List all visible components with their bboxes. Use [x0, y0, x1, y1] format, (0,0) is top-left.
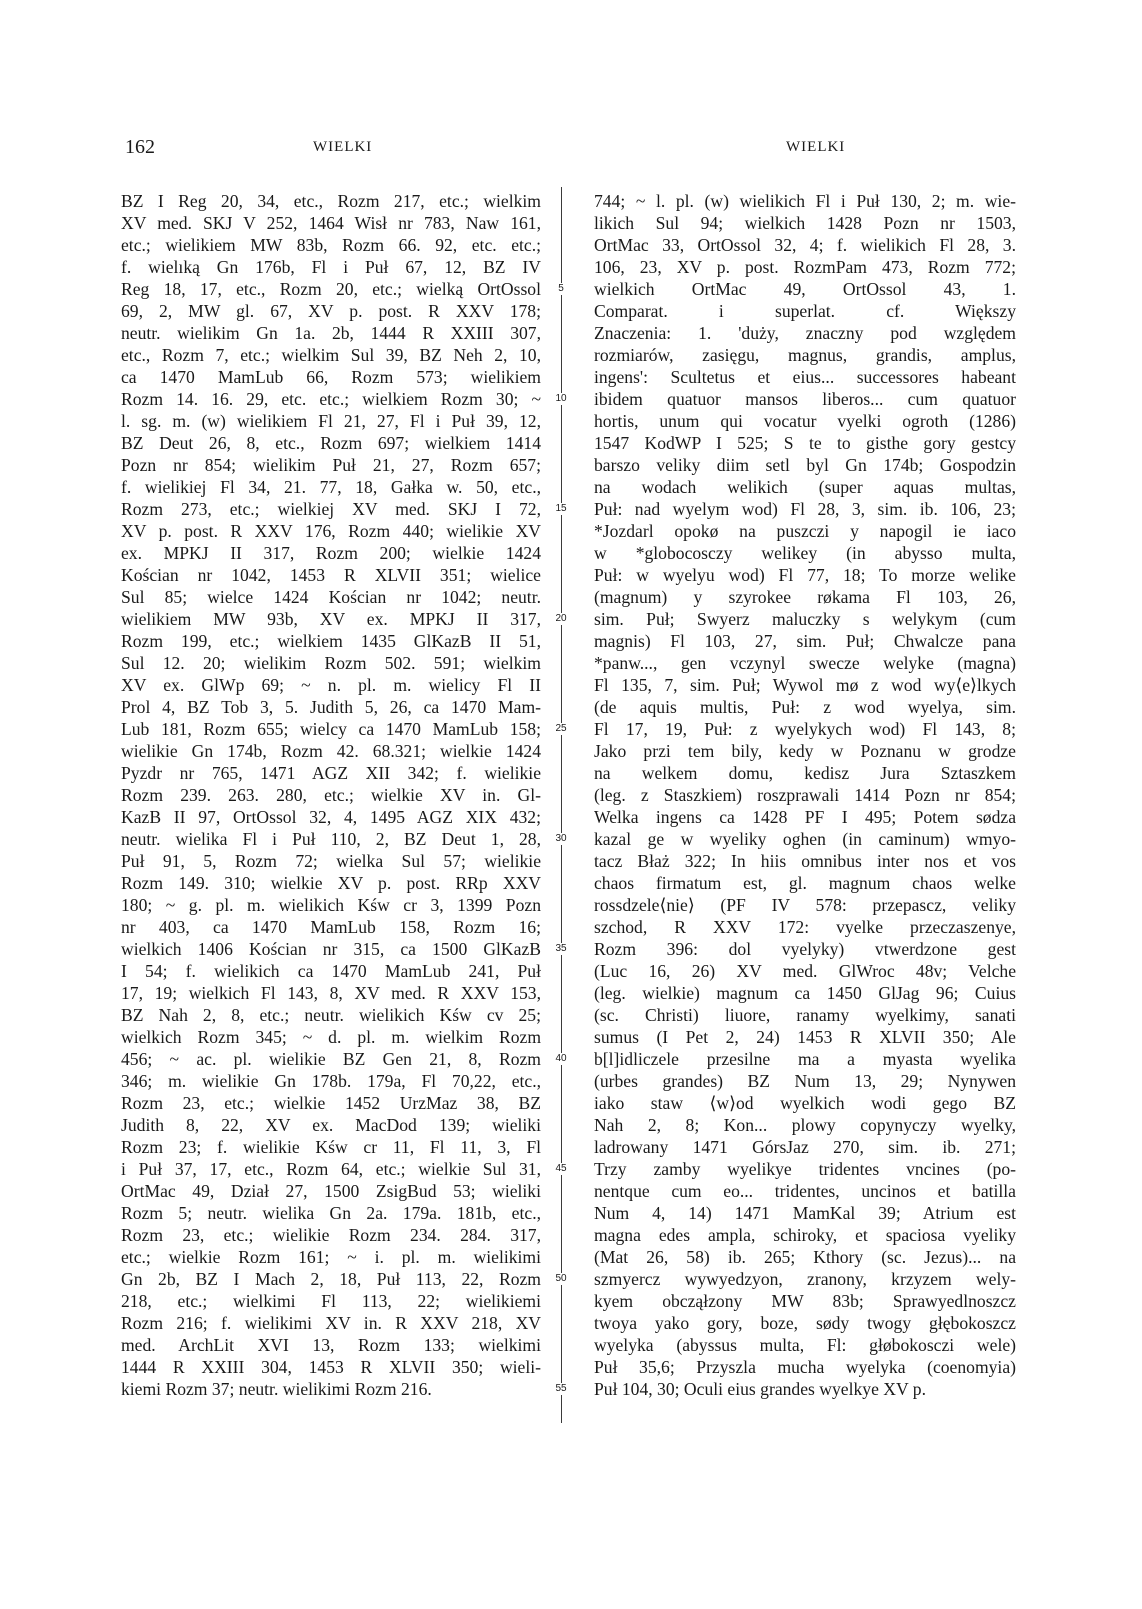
- text-line: wielkich Rozm 345; ~ d. pl. m. wielkim Rozm: [121, 1027, 541, 1047]
- text-line: Comparat. i superlat. cf. Większy: [594, 301, 1016, 321]
- text-line: ibidem quatuor mansos liberos... cum quatuor: [594, 389, 1016, 409]
- text-line: Rozm 23, etc.; wielkie 1452 UrzMaz 38, BZ: [121, 1093, 541, 1113]
- text-line: (urbes grandes) BZ Num 13, 29; Nynywen: [594, 1071, 1016, 1091]
- text-line: Puł 91, 5, Rozm 72; wielka Sul 57; wielikie: [121, 851, 541, 871]
- text-line: etc.; wielikiem MW 83b, Rozm 66. 92, etc. etc.;: [121, 235, 541, 255]
- text-line: ingens': Scultetus et eius... successores habeant: [594, 367, 1016, 387]
- line-number: 35: [552, 943, 570, 955]
- line-number: 15: [552, 503, 570, 515]
- text-line: Sul 12. 20; wielikim Rozm 502. 591; wielkim: [121, 653, 541, 673]
- text-line: Rozm 396: dol vyelyky) vtwerdzone gest: [594, 939, 1016, 959]
- text-line: Rozm 273, etc.; wielkiej XV med. SKJ I 72,: [121, 499, 541, 519]
- column-divider: [561, 187, 562, 1423]
- text-line: 1444 R XXIII 304, 1453 R XLVII 350; wieli-: [121, 1357, 541, 1377]
- text-line: XV p. post. R XXV 176, Rozm 440; wielikie XV: [121, 521, 541, 541]
- text-line: 106, 23, XV p. post. RozmPam 473, Rozm 772;: [594, 257, 1016, 277]
- text-line: rozmiarów, zasięgu, magnus, grandis, amplus,: [594, 345, 1016, 365]
- text-line: Rozm 23; f. wielikie Kśw cr 11, Fl 11, 3, Fl: [121, 1137, 541, 1157]
- text-line: Gn 2b, BZ I Mach 2, 18, Puł 113, 22, Rozm: [121, 1269, 541, 1289]
- text-line: (Mat 26, 58) ib. 265; Kthory (sc. Jezus)... na: [594, 1247, 1016, 1267]
- text-line: Lub 181, Rozm 655; wielcy ca 1470 MamLub 158;: [121, 719, 541, 739]
- text-line: (de aquis multis, Puł: z wod wyelya, sim.: [594, 697, 1016, 717]
- line-number: 5: [552, 283, 570, 295]
- text-line: Pyzdr nr 765, 1471 AGZ XII 342; f. wielikie: [121, 763, 541, 783]
- text-line: rossdzele⟨nie⟩ (PF IV 578: przepascz, veliky: [594, 895, 1016, 915]
- line-number: 40: [552, 1053, 570, 1065]
- text-line: sim. Puł; Swyerz maluczky s welykym (cum: [594, 609, 1016, 629]
- line-number: 25: [552, 723, 570, 735]
- text-line: kiemi Rozm 37; neutr. wielikimi Rozm 216.: [121, 1379, 432, 1399]
- page-number: 162: [125, 136, 155, 158]
- text-line: wyelyka (abyssus multa, Fl: głøbokosczi wele): [594, 1335, 1016, 1355]
- text-line: Rozm 199, etc.; wielkiem 1435 GlKazB II 51,: [121, 631, 541, 651]
- text-line: (magnum) y szyrokee røkama Fl 103, 26,: [594, 587, 1016, 607]
- text-line: *panw..., gen vczynyl swecze welyke (magna): [594, 653, 1016, 673]
- text-line: Rozm 216; f. wielikimi XV in. R XXV 218, XV: [121, 1313, 541, 1333]
- text-line: w *globocosczy welikey (in abysso multa,: [594, 543, 1016, 563]
- text-line: na wodach welikich (super aquas multas,: [594, 477, 1016, 497]
- text-line: i Puł 37, 17, etc., Rozm 64, etc.; wielkie Sul 31,: [121, 1159, 541, 1179]
- text-line: ladrowany 1471 GórsJaz 270, sim. ib. 271;: [594, 1137, 1016, 1157]
- text-line: iako staw ⟨w⟩od wyelkich wodi gego BZ: [594, 1093, 1016, 1113]
- text-line: hortis, unum qui vocatur vyelki ogroth (1286): [594, 411, 1016, 431]
- text-line: 346; m. wielikie Gn 178b. 179a, Fl 70,22, etc.,: [121, 1071, 541, 1091]
- text-line: Kościan nr 1042, 1453 R XLVII 351; wielice: [121, 565, 541, 585]
- text-line: 17, 19; wielkich Fl 143, 8, XV med. R XXV 153,: [121, 983, 541, 1003]
- text-line: Puł 35,6; Przyszla mucha wyelyka (coenomyia): [594, 1357, 1016, 1377]
- text-line: kazal ge w wyeliky oghen (in caminum) wmyo-: [594, 829, 1016, 849]
- text-line: twoya yako gory, boze, sødy twogy głębokoszcz: [594, 1313, 1016, 1333]
- text-line: etc.; wielkie Rozm 161; ~ i. pl. m. wielikimi: [121, 1247, 541, 1267]
- text-line: 218, etc.; wielkimi Fl 113, 22; wielikiemi: [121, 1291, 541, 1311]
- text-line: wielkich OrtMac 49, OrtOssol 43, 1.: [594, 279, 1016, 299]
- text-line: ca 1470 MamLub 66, Rozm 573; wielikiem: [121, 367, 541, 387]
- text-line: Welka ingens ca 1428 PF I 495; Potem sødza: [594, 807, 1016, 827]
- text-line: Reg 18, 17, etc., Rozm 20, etc.; wielką OrtOssol: [121, 279, 541, 299]
- line-number: 50: [552, 1273, 570, 1285]
- text-line: (leg. z Staszkiem) roszprawali 1414 Pozn nr 854;: [594, 785, 1016, 805]
- left-column: [121, 190, 541, 1400]
- text-line: 456; ~ ac. pl. wielikie BZ Gen 21, 8, Rozm: [121, 1049, 541, 1069]
- text-line: *Jozdarl opokø na puszczi y napogil ie iaco: [594, 521, 1016, 541]
- text-line: ex. MPKJ II 317, Rozm 200; wielkie 1424: [121, 543, 541, 563]
- text-line: Sul 85; wielce 1424 Kościan nr 1042; neutr.: [121, 587, 541, 607]
- text-line: na welkem domu, kedisz Jura Sztaszkem: [594, 763, 1016, 783]
- text-line: med. ArchLit XVI 13, Rozm 133; wielkimi: [121, 1335, 541, 1355]
- text-line: tacz Błaż 322; In hiis omnibus inter nos et vos: [594, 851, 1016, 871]
- text-line: f. wielıką Gn 176b, Fl i Puł 67, 12, BZ IV: [121, 257, 541, 277]
- running-head-left: WIELKI: [313, 139, 373, 155]
- text-line: neutr. wielika Fl i Puł 110, 2, BZ Deut 1, 28,: [121, 829, 541, 849]
- text-line: wielikie Gn 174b, Rozm 42. 68.321; wielkie 1424: [121, 741, 541, 761]
- text-line: XV ex. GlWp 69; ~ n. pl. m. wielicy Fl II: [121, 675, 541, 695]
- right-column: [594, 190, 1016, 1400]
- text-line: 1547 KodWP I 525; S te to gisthe gory gestcy: [594, 433, 1016, 453]
- text-line: Trzy zamby wyelikye tridentes vncines (po-: [594, 1159, 1016, 1179]
- text-line: 69, 2, MW gl. 67, XV p. post. R XXV 178;: [121, 301, 541, 321]
- text-line: (sc. Christi) liuore, ranamy wyelkimy, sanati: [594, 1005, 1016, 1025]
- text-line: Fl 17, 19, Puł: z wyelykych wod) Fl 143, 8;: [594, 719, 1016, 739]
- text-line: Fl 135, 7, sim. Puł; Wywol mø z wod wy⟨e⟩lkych: [594, 675, 1016, 695]
- text-line: Jako przi tem bily, kedy w Poznanu w grodze: [594, 741, 1016, 761]
- text-line: magnis) Fl 103, 27, sim. Puł; Chwalcze pana: [594, 631, 1016, 651]
- text-line: szchod, R XXV 172: vyelke przeczaszenye,: [594, 917, 1016, 937]
- text-line: etc., Rozm 7, etc.; wielkim Sul 39, BZ Neh 2, 10,: [121, 345, 541, 365]
- text-line: 744; ~ l. pl. (w) wielikich Fl i Puł 130, 2; m. wie-: [594, 191, 1016, 211]
- line-number: 45: [552, 1163, 570, 1175]
- text-line: sumus (I Pet 2, 24) 1453 R XLVII 350; Ale: [594, 1027, 1016, 1047]
- text-line: Rozm 14. 16. 29, etc. etc.; wielkiem Rozm 30; ~: [121, 389, 541, 409]
- text-line: Puł 104, 30; Oculi eius grandes wyelkye XV p.: [594, 1379, 926, 1399]
- text-line: l. sg. m. (w) wielikiem Fl 21, 27, Fl i Puł 39, 12,: [121, 411, 541, 431]
- text-line: Pozn nr 854; wielikim Puł 21, 27, Rozm 657;: [121, 455, 541, 475]
- text-line: szmyercz wywyedzyon, zranony, krzyzem wely-: [594, 1269, 1016, 1289]
- text-line: (Luc 16, 26) XV med. GlWroc 48v; Velche: [594, 961, 1016, 981]
- text-line: (leg. wielkie) magnum ca 1450 GlJag 96; Cuius: [594, 983, 1016, 1003]
- text-line: Znaczenia: 1. 'duży, znaczny pod względem: [594, 323, 1016, 343]
- text-line: Rozm 149. 310; wielkie XV p. post. RRp XXV: [121, 873, 541, 893]
- running-head-right: WIELKI: [786, 139, 846, 155]
- text-line: nentque cum eo... tridentes, uncinos et batilla: [594, 1181, 1016, 1201]
- text-line: chaos firmatum est, gl. magnum chaos welke: [594, 873, 1016, 893]
- text-line: BZ Nah 2, 8, etc.; neutr. wielikich Kśw cv 25;: [121, 1005, 541, 1025]
- text-line: wielkich 1406 Kościan nr 315, ca 1500 GlKazB: [121, 939, 541, 959]
- text-line: neutr. wielikim Gn 1a. 2b, 1444 R XXIII 307,: [121, 323, 541, 343]
- text-line: nr 403, ca 1470 MamLub 158, Rozm 16;: [121, 917, 541, 937]
- text-line: wielikiem MW 93b, XV ex. MPKJ II 317,: [121, 609, 541, 629]
- text-line: f. wielikiej Fl 34, 21. 77, 18, Gałka w. 50, etc.,: [121, 477, 541, 497]
- text-line: Puł: nad wyelym wod) Fl 28, 3, sim. ib. 106, 23;: [594, 499, 1016, 519]
- text-line: BZ I Reg 20, 34, etc., Rozm 217, etc.; wielkim: [121, 191, 541, 211]
- text-line: 180; ~ g. pl. m. wielikich Kśw cr 3, 1399 Pozn: [121, 895, 541, 915]
- line-number: 55: [552, 1383, 570, 1395]
- text-line: Rozm 239. 263. 280, etc.; wielkie XV in. Gl-: [121, 785, 541, 805]
- text-line: Prol 4, BZ Tob 3, 5. Judith 5, 26, ca 1470 Mam-: [121, 697, 541, 717]
- text-line: KazB II 97, OrtOssol 32, 4, 1495 AGZ XIX 432;: [121, 807, 541, 827]
- text-line: kyem obcząłzony MW 83b; Sprawyedlnoszcz: [594, 1291, 1016, 1311]
- text-line: OrtMac 49, Dział 27, 1500 ZsigBud 53; wieliki: [121, 1181, 541, 1201]
- text-line: Rozm 23, etc.; wielikie Rozm 234. 284. 317,: [121, 1225, 541, 1245]
- text-line: b[l]idliczele przesilne ma a myasta wyelika: [594, 1049, 1016, 1069]
- page-header: [0, 136, 1142, 166]
- text-line: likich Sul 94; wielkich 1428 Pozn nr 1503,: [594, 213, 1016, 233]
- text-line: BZ Deut 26, 8, etc., Rozm 697; wielkiem 1414: [121, 433, 541, 453]
- line-number: 10: [552, 393, 570, 405]
- text-line: Num 4, 14) 1471 MamKal 39; Atrium est: [594, 1203, 1016, 1223]
- text-line: Rozm 5; neutr. wielika Gn 2a. 179a. 181b, etc.,: [121, 1203, 541, 1223]
- text-line: Judith 8, 22, XV ex. MacDod 139; wieliki: [121, 1115, 541, 1135]
- text-line: I 54; f. wielikich ca 1470 MamLub 241, Puł: [121, 961, 541, 981]
- line-number: 30: [552, 833, 570, 845]
- text-line: OrtMac 33, OrtOssol 32, 4; f. wielikich Fl 28, 3.: [594, 235, 1016, 255]
- text-line: Puł: w wyelyu wod) Fl 77, 18; To morze welike: [594, 565, 1016, 585]
- line-number: 20: [552, 613, 570, 625]
- text-line: barszo veliky diim setl byl Gn 174b; Gospodzin: [594, 455, 1016, 475]
- text-line: magna edes ampla, schiroky, et spaciosa vyeliky: [594, 1225, 1016, 1245]
- text-line: Nah 2, 8; Kon... plowy copynyczy wyelky,: [594, 1115, 1016, 1135]
- text-line: XV med. SKJ V 252, 1464 Wisł nr 783, Naw 161,: [121, 213, 541, 233]
